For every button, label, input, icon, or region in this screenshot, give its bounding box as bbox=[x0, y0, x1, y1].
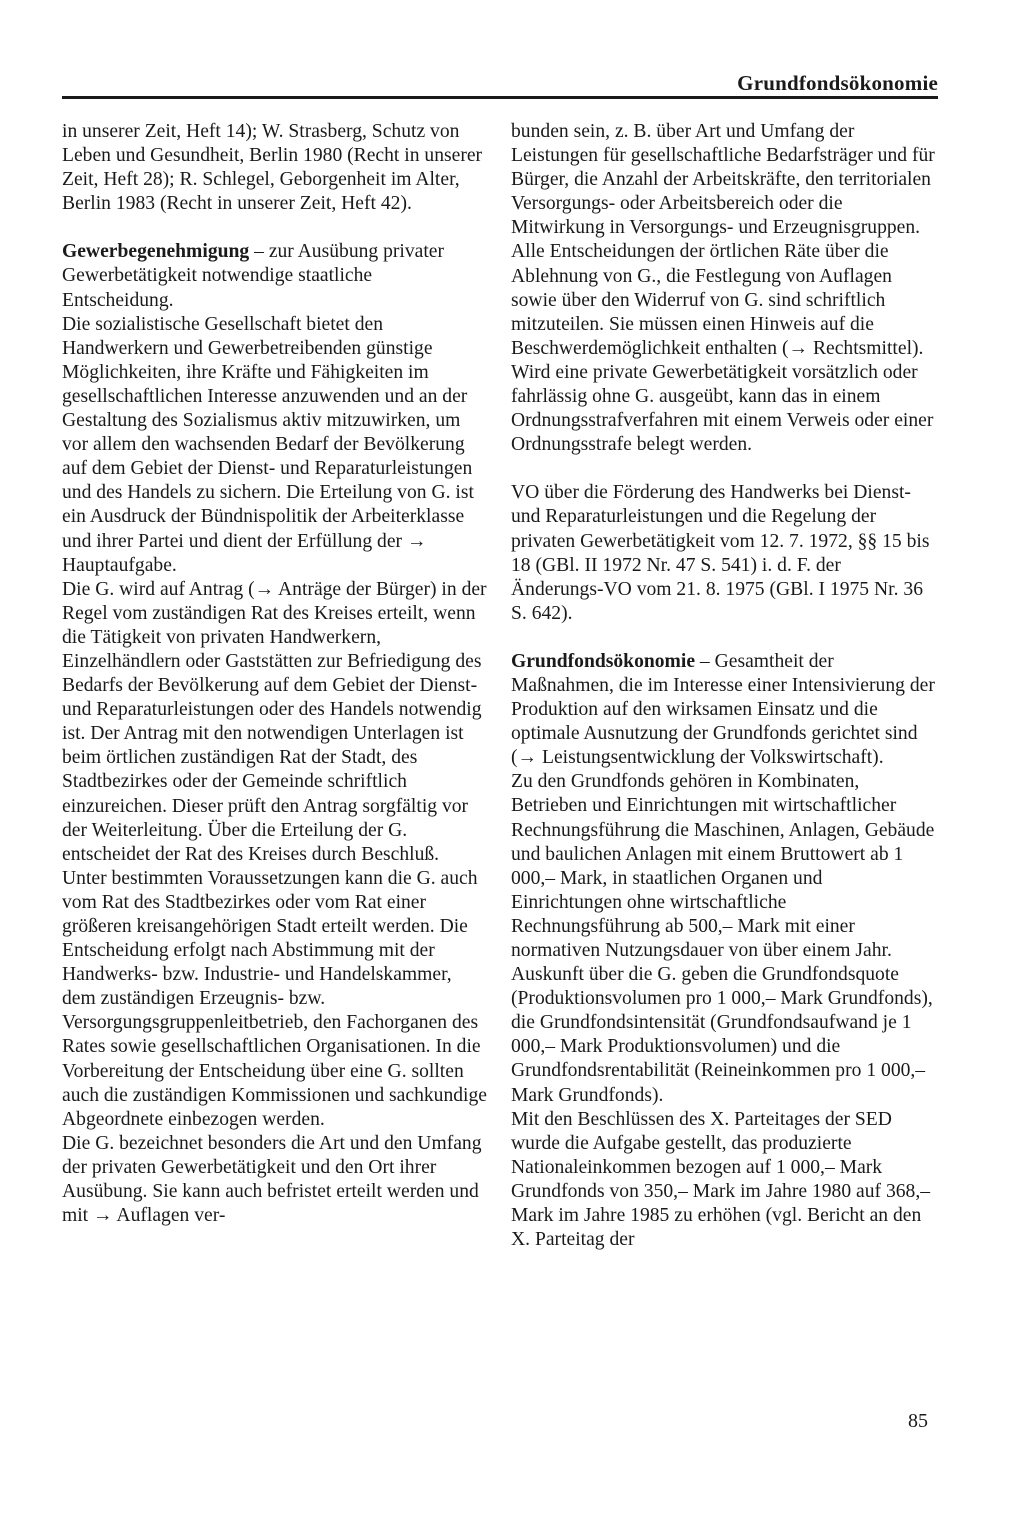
right-column bbox=[511, 120, 936, 1252]
paragraph: Wird eine private Gewerbetätigkeit vorsätzlich oder fahrlässig ohne G. ausgeübt, kann das in einem Ordnungsstrafverfahren mit einem Verweis oder einer Ordnungsstrafe belegt werden. bbox=[511, 361, 934, 456]
page-header bbox=[62, 70, 938, 99]
running-head: Grundfondsökonomie bbox=[737, 71, 938, 95]
paragraph: bunden sein, z. B. über Art und Umfang der Leistungen für gesellschaftliche Bedarfsträger und für Bürger, die Anzahl der Arbeitskräfte, den territorialen Versorgungs- oder Arbeitsbereich oder die Mitwirkung in Versorgungs- und Erzeugnisgruppen. bbox=[511, 121, 935, 239]
paragraph: Alle Entscheidungen der örtlichen Räte über die Ablehnung von G., die Festlegung von Auflagen sowie über den Widerruf von G. sind schriftlich mitzuteilen. Sie müssen einen Hinweis auf die Beschwerdemöglichkeit enthalten (→ Rechtsmittel). bbox=[511, 241, 924, 359]
legal-reference: VO über die Förderung des Handwerks bei Dienst- und Reparaturleistungen und die Regelung der privaten Gewerbetätigkeit vom 12. 7. 1972, §§ 15 bis 18 (GBl. II 1972 Nr. 47 S. 541) i. d. F. der Änderungs-VO vom 21. 8. 1975 (GBl. I 1975 Nr. 36 S. 642). bbox=[511, 482, 930, 624]
paragraph: Die sozialistische Gesellschaft bietet den Handwerkern und Gewerbetreibenden günstige Möglichkeiten, ihre Kräfte und Fähigkeiten im gesellschaftlichen Interesse anzuwenden und an der Gestaltung des Sozialismus aktiv mitzuwirken, um vor allem den wachsenden Bedarf der Bevölkerung auf dem Gebiet der Dienst- und Reparaturleistungen und des Handels zu sichern. Die Erteilung von G. ist ein Ausdruck der Bündnispolitik der Arbeiterklasse und ihrer Partei und dient der Erfüllung der → Hauptaufgabe. bbox=[62, 313, 474, 576]
paragraph: Zu den Grundfonds gehören in Kombinaten, Betrieben und Einrichtungen mit wirtschaftlicher Rechnungsführung die Maschinen, Anlagen, Gebäude und baulichen Anlagen mit einem Bruttowert ab 1 000,– Mark, in staatlichen Organen und Einrichtungen ohne wirtschaftliche Rechnungsführung ab 500,– Mark mit einer normativen Nutzungsdauer von über einem Jahr. Auskunft über die G. geben die Grundfondsquote (Produktionsvolumen pro 1 000,– Mark Grundfonds), die Grundfondsintensität (Grundfondsaufwand je 1 000,– Mark Produktionsvolumen) und die Grundfondsrentabilität (Reineinkommen pro 1 000,– Mark Grundfonds). bbox=[511, 771, 935, 1106]
paragraph: Mit den Beschlüssen des X. Parteitages der SED wurde die Aufgabe gestellt, das produzierte Nationaleinkommen bezogen auf 1 000,– Mark Grundfonds von 350,– Mark im Jahre 1980 auf 368,– Mark im Jahre 1985 zu erhöhen (vgl. Bericht an den X. Parteitag der bbox=[511, 1108, 931, 1251]
page-number: 85 bbox=[908, 1410, 928, 1432]
entry-gewerbegenehmigung bbox=[62, 240, 487, 312]
paragraph-gap bbox=[511, 626, 936, 650]
paragraph: Die G. bezeichnet besonders die Art und den Umfang der privaten Gewerbetätigkeit und den Ort ihrer Ausübung. Sie kann auch befristet erteilt werden und mit → Auflagen ver- bbox=[62, 1132, 482, 1227]
paragraph-gap bbox=[62, 216, 487, 240]
entry-term: Grundfondsökonomie bbox=[511, 650, 696, 672]
paragraph: in unserer Zeit, Heft 14); W. Strasberg, Schutz von Leben und Gesundheit, Berlin 1980 (Recht in unserer Zeit, Heft 28); R. Schlegel, Geborgenheit im Alter, Berlin 1983 (Recht in unserer Zeit, Heft 42). bbox=[62, 121, 483, 215]
entry-term: Gewerbegenehmigung bbox=[62, 241, 250, 263]
entry-grundfondsoekonomie bbox=[511, 650, 936, 770]
entry-definition: – zur Ausübung privater Gewerbetätigkeit notwendige staatliche Entscheidung. bbox=[62, 241, 445, 311]
entry-definition: – Gesamtheit der Maßnahmen, die im Interesse einer Intensivierung der Produktion auf den wirksamen Einsatz und die optimale Ausnutzung der Grundfonds gerichtet sind (→ Leistungsentwicklung der Volkswirtschaft). bbox=[511, 650, 935, 769]
left-column bbox=[62, 120, 487, 1228]
paragraph: Die G. wird auf Antrag (→ Anträge der Bürger) in der Regel vom zuständigen Rat des Kreises erteilt, wenn die Tätigkeit von privaten Handwerkern, Einzelhändlern oder Gaststätten zur Befriedigung des Bedarfs der Bevölkerung auf dem Gebiet der Dienst- und Reparaturleistungen oder des Handels notwendig ist. Der Antrag mit den notwendigen Unterlagen ist beim örtlichen zuständigen Rat der Stadt, des Stadtbezirkes oder der Gemeinde schriftlich einzureichen. Dieser prüft den Antrag sorgfältig vor der Weiterleitung. Über die Erteilung der G. entscheidet der Rat des Kreises durch Beschluß. Unter bestimmten Voraussetzungen kann die G. auch vom Rat des Stadtbezirkes oder vom Rat einer größeren kreisangehörigen Stadt erteilt werden. Die Entscheidung erfolgt nach Abstimmung mit der Handwerks- bzw. Industrie- und Handelskammer, dem zuständigen Erzeugnis- bzw. Versorgungsgruppenleitbetrieb, den Fachorganen des Rates sowie gesellschaftlichen Organisationen. In die Vorbereitung der Entscheidung über eine G. sollten auch die zuständigen Kommissionen und sachkundige Abgeordnete einbezogen werden. bbox=[62, 578, 487, 1130]
paragraph-gap bbox=[511, 457, 936, 481]
